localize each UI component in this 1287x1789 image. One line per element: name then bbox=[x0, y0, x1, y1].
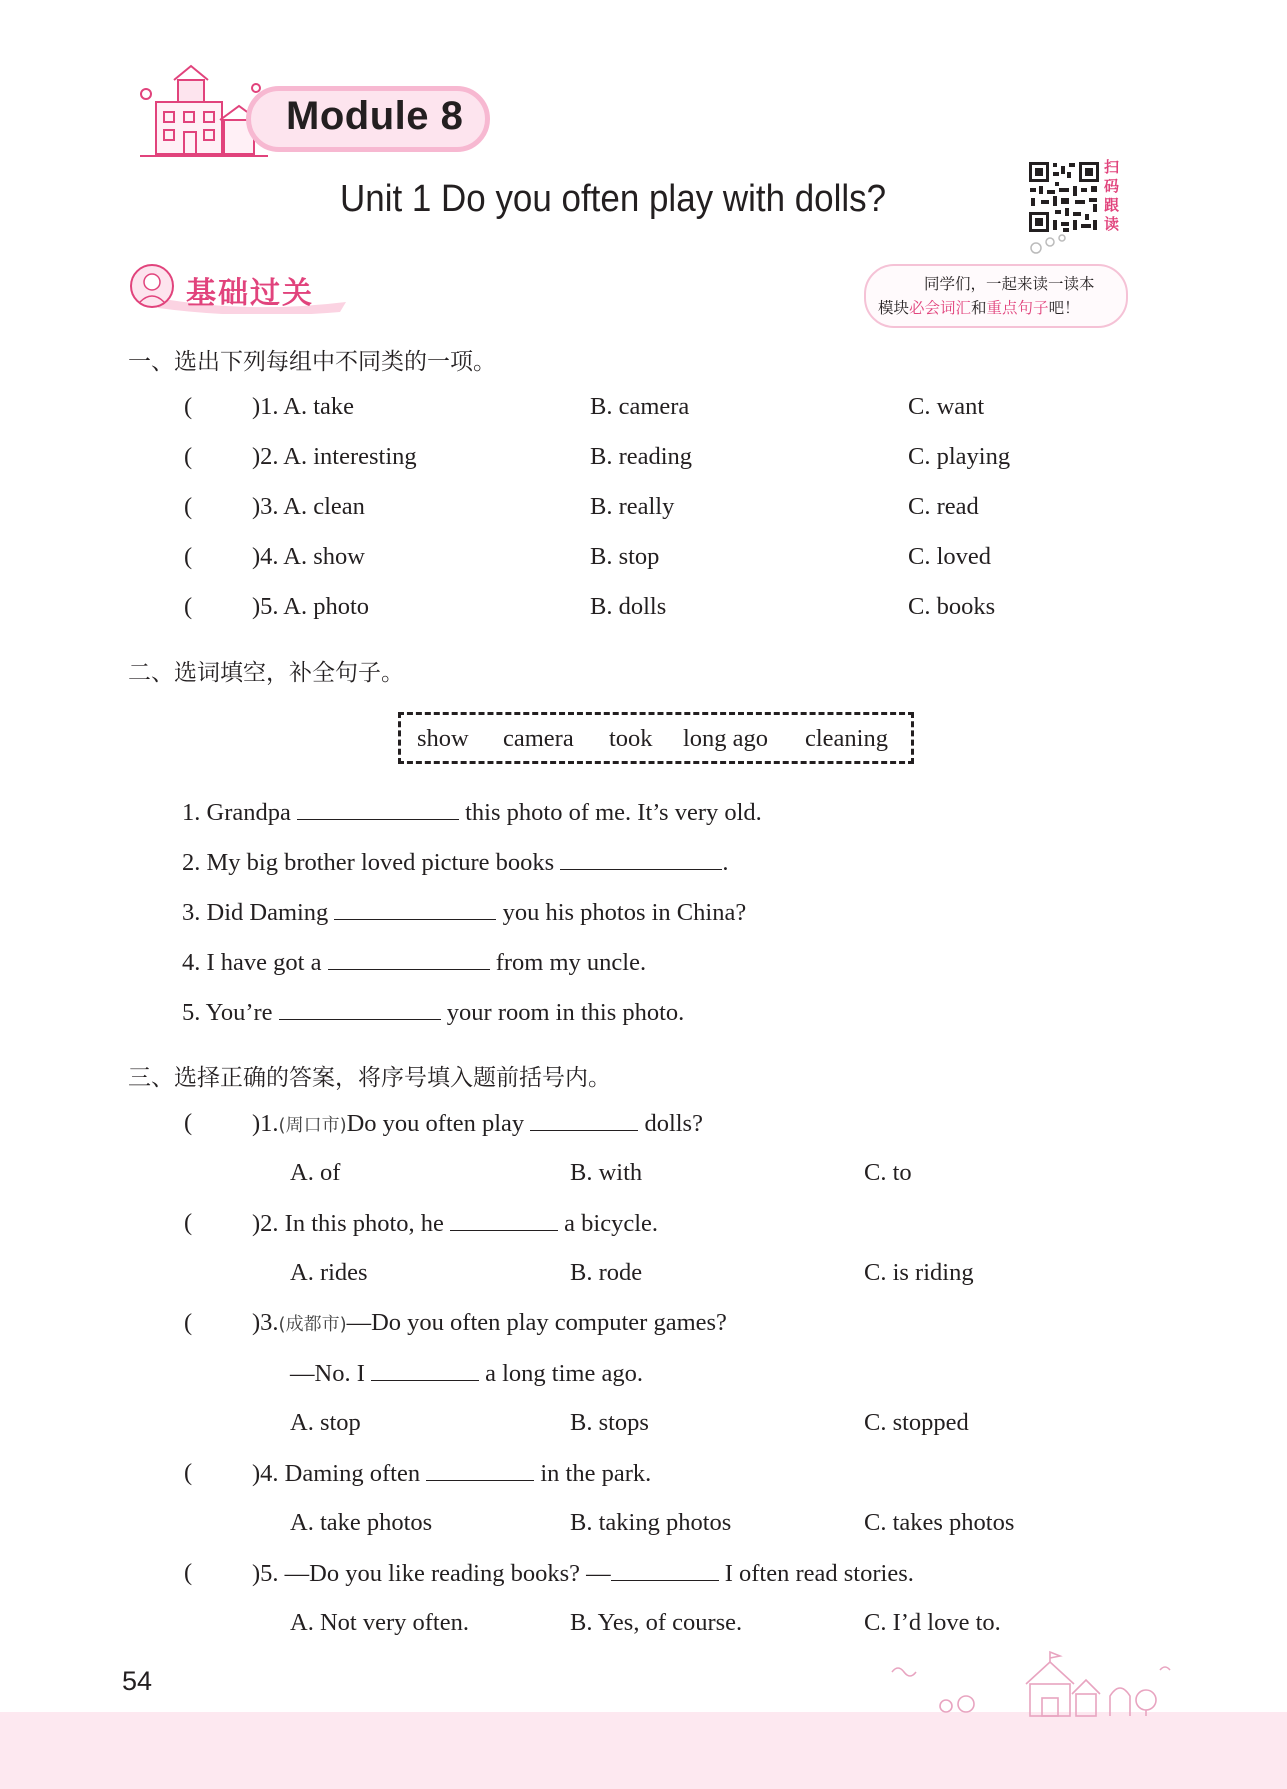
qr-label: 扫码跟读 bbox=[1104, 158, 1120, 233]
part1-item-3-a: )3. A. clean bbox=[252, 493, 365, 520]
part1-item-1-a: )1. A. take bbox=[252, 393, 355, 420]
answer-blank[interactable] bbox=[279, 998, 441, 1020]
section-badge-label: 基础过关 bbox=[186, 276, 314, 311]
part3-question-1: )1.(周口市)Do you often play dolls? bbox=[252, 1110, 703, 1137]
part1-item-2-c: C. playing bbox=[908, 443, 1011, 470]
part3-question-3-line2: —No. I a long time ago. bbox=[290, 1360, 643, 1387]
unit-title: Unit 1 Do you often play with dolls? bbox=[340, 178, 887, 220]
part1-heading: 一、选出下列每组中不同类的一项。 bbox=[128, 349, 496, 375]
answer-paren[interactable]: ( bbox=[184, 543, 193, 570]
option-c: C. stopped bbox=[864, 1409, 969, 1436]
answer-paren[interactable]: ( bbox=[184, 493, 193, 520]
option-a: A. rides bbox=[290, 1259, 368, 1286]
word-bank-item: took bbox=[609, 725, 653, 752]
tip-bubble bbox=[864, 264, 1128, 328]
option-b: B. with bbox=[570, 1159, 643, 1186]
part1-item-3-c: C. read bbox=[908, 493, 979, 520]
part1-item-2-b: B. reading bbox=[590, 443, 693, 470]
part3-question-4: )4. Daming often in the park. bbox=[252, 1460, 652, 1487]
part3-question-5: )5. —Do you like reading books? — I often read stories. bbox=[252, 1560, 914, 1587]
word-bank-item: cleaning bbox=[805, 725, 888, 752]
option-c: C. takes photos bbox=[864, 1509, 1015, 1536]
option-a: A. take photos bbox=[290, 1509, 433, 1536]
part1-item-1-c: C. want bbox=[908, 393, 985, 420]
option-b: B. rode bbox=[570, 1259, 643, 1286]
part2-heading: 二、选词填空，补全句子。 bbox=[128, 660, 404, 686]
answer-blank[interactable] bbox=[426, 1459, 534, 1481]
part1-item-5-a: )5. A. photo bbox=[252, 593, 370, 620]
option-b: B. taking photos bbox=[570, 1509, 732, 1536]
option-a: A. stop bbox=[290, 1409, 361, 1436]
answer-blank[interactable] bbox=[328, 948, 490, 970]
option-b: B. stops bbox=[570, 1409, 649, 1436]
answer-blank[interactable] bbox=[334, 898, 496, 920]
answer-paren[interactable]: ( bbox=[184, 1109, 193, 1136]
part2-sentence-5: 5. You’re your room in this photo. bbox=[182, 999, 685, 1026]
part1-item-4-a: )4. A. show bbox=[252, 543, 365, 570]
answer-blank[interactable] bbox=[530, 1109, 638, 1131]
module-title: Module 8 bbox=[286, 94, 464, 138]
source-tag: (周口市) bbox=[278, 1115, 347, 1136]
option-c: C. is riding bbox=[864, 1259, 974, 1286]
answer-paren[interactable]: ( bbox=[184, 1559, 193, 1586]
answer-blank[interactable] bbox=[297, 798, 459, 820]
answer-blank[interactable] bbox=[371, 1359, 479, 1381]
answer-paren[interactable]: ( bbox=[184, 1209, 193, 1236]
option-a: A. of bbox=[290, 1159, 341, 1186]
part1-item-5-c: C. books bbox=[908, 593, 996, 620]
module-tab bbox=[128, 82, 490, 156]
option-c: C. I’d love to. bbox=[864, 1609, 1001, 1636]
part1-item-1-b: B. camera bbox=[590, 393, 690, 420]
section-badge bbox=[128, 262, 348, 312]
castle-decoration-icon bbox=[880, 1650, 1180, 1718]
tip-line-2: 模块必会词汇和重点句子吧！ bbox=[878, 299, 1080, 317]
word-bank-item: show bbox=[417, 725, 469, 752]
tip-line-1: 同学们，一起来读一读本 bbox=[924, 275, 1095, 293]
page-number: 54 bbox=[122, 1666, 153, 1696]
answer-paren[interactable]: ( bbox=[184, 443, 193, 470]
word-bank-item: long ago bbox=[683, 725, 769, 752]
part3-question-2: )2. In this photo, he a bicycle. bbox=[252, 1210, 659, 1237]
part1-item-2-a: )2. A. interesting bbox=[252, 443, 417, 470]
answer-paren[interactable]: ( bbox=[184, 393, 193, 420]
part1-item-4-c: C. loved bbox=[908, 543, 992, 570]
qr-code-icon[interactable] bbox=[1027, 160, 1101, 234]
answer-blank[interactable] bbox=[611, 1559, 719, 1581]
part2-sentence-3: 3. Did Daming you his photos in China? bbox=[182, 899, 747, 926]
option-a: A. Not very often. bbox=[290, 1609, 469, 1636]
answer-paren[interactable]: ( bbox=[184, 1309, 193, 1336]
part2-sentence-1: 1. Grandpa this photo of me. It’s very old. bbox=[182, 799, 762, 826]
option-b: B. Yes, of course. bbox=[570, 1609, 743, 1636]
word-bank-item: camera bbox=[503, 725, 574, 752]
part3-heading: 三、选择正确的答案，将序号填入题前括号内。 bbox=[128, 1065, 611, 1091]
part1-item-5-b: B. dolls bbox=[590, 593, 667, 620]
dots-decoration-icon bbox=[1028, 232, 1078, 256]
answer-blank[interactable] bbox=[560, 848, 722, 870]
part1-item-3-b: B. really bbox=[590, 493, 675, 520]
answer-paren[interactable]: ( bbox=[184, 1459, 193, 1486]
source-tag: (成都市) bbox=[278, 1314, 347, 1335]
part3-question-3: )3.(成都市)—Do you often play computer games? bbox=[252, 1309, 727, 1336]
footer-band bbox=[0, 1712, 1287, 1789]
word-bank bbox=[398, 712, 914, 764]
part2-sentence-2: 2. My big brother loved picture books . bbox=[182, 849, 729, 876]
part1-item-4-b: B. stop bbox=[590, 543, 660, 570]
option-c: C. to bbox=[864, 1159, 912, 1186]
part2-sentence-4: 4. I have got a from my uncle. bbox=[182, 949, 647, 976]
answer-paren[interactable]: ( bbox=[184, 593, 193, 620]
answer-blank[interactable] bbox=[450, 1209, 558, 1231]
